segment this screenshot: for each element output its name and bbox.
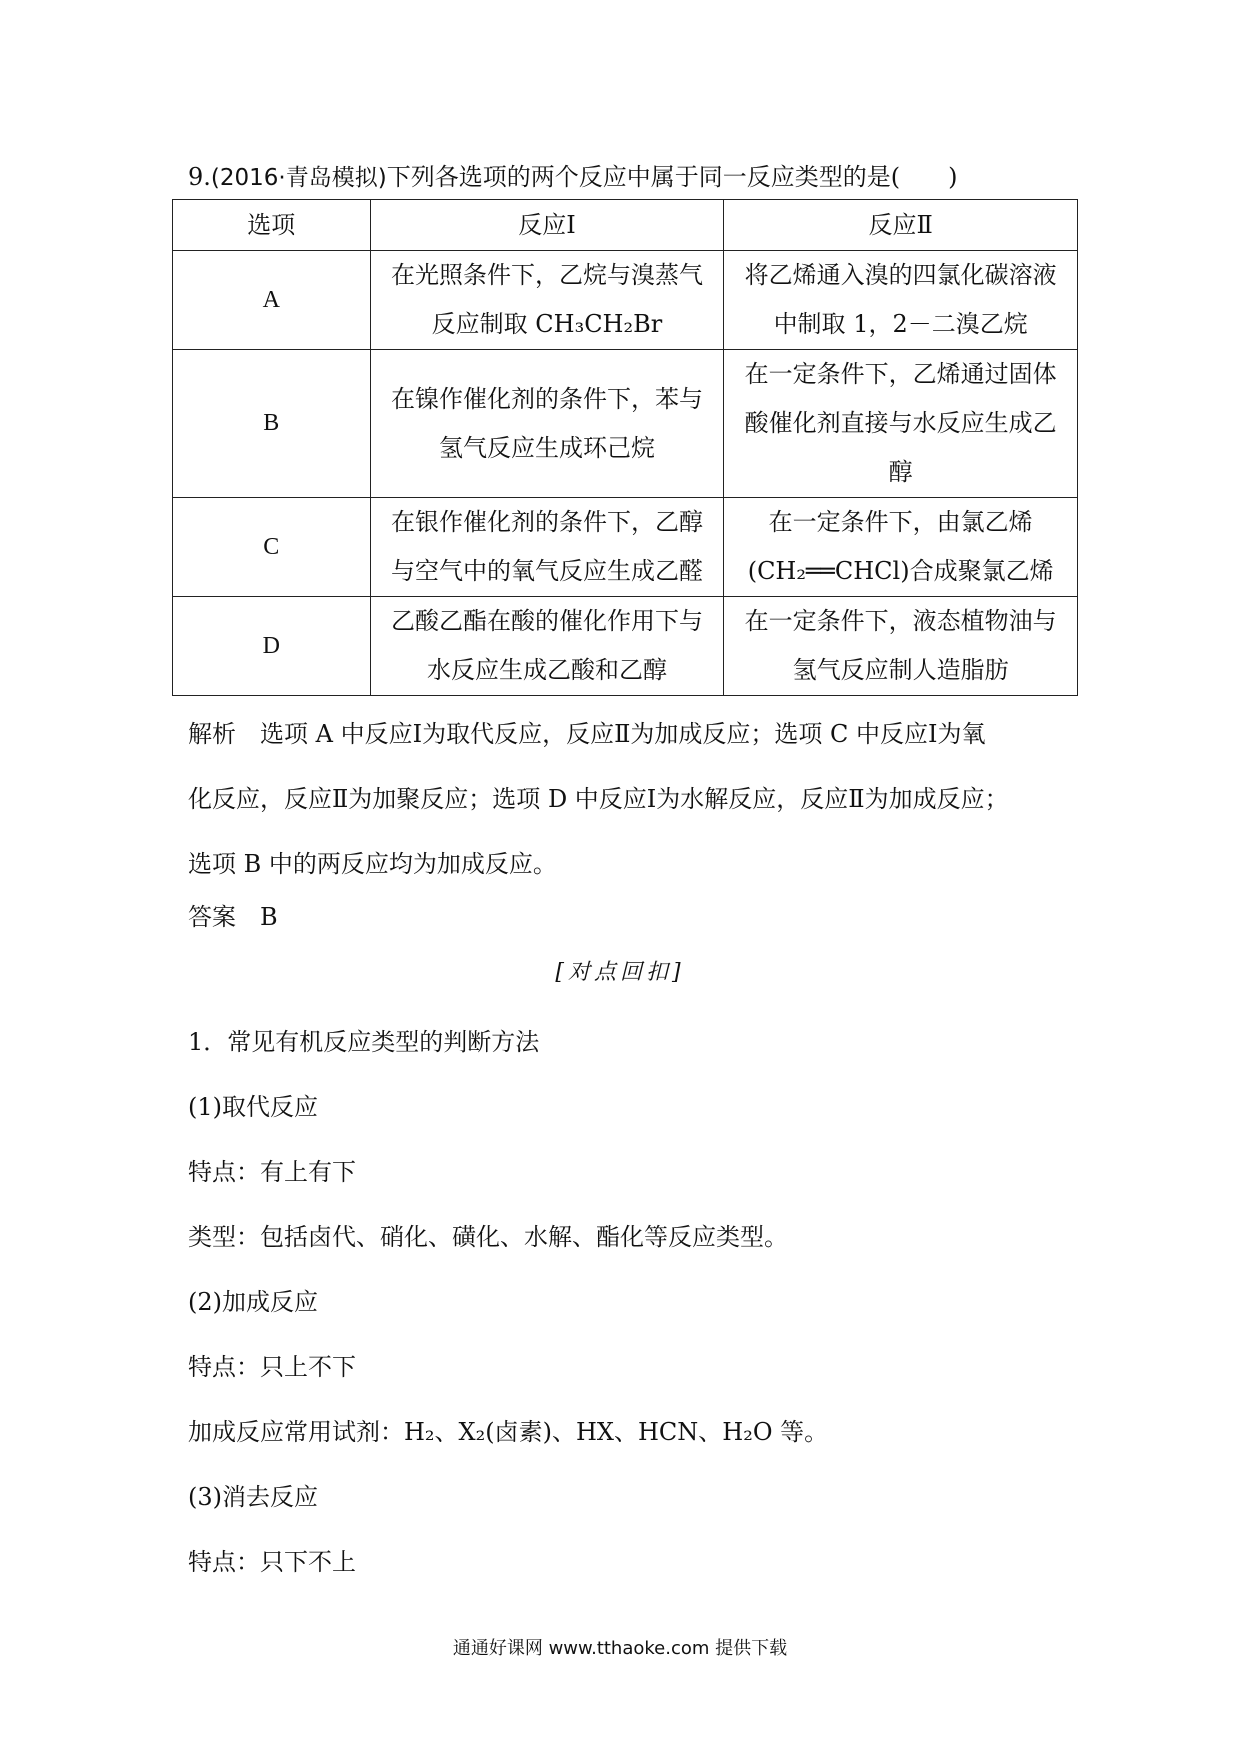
analysis-line: 选项 B 中的两反应均为加成反应。: [188, 850, 557, 878]
row-label: A: [173, 251, 371, 350]
analysis-paragraph: [188, 702, 1009, 897]
table-row: [173, 350, 1078, 498]
reaction-2-cell: 在一定条件下，液态植物油与 氢气反应制人造脂肪: [724, 597, 1078, 696]
notes-subheading: (2)加成反应: [188, 1288, 318, 1316]
header-option: 选项: [173, 200, 371, 251]
review-notes: [188, 1010, 828, 1595]
question-stem: [188, 160, 957, 195]
table-header-row: [173, 200, 1078, 251]
table-row: [173, 251, 1078, 350]
answer-line: 答案 B: [188, 903, 278, 931]
analysis-line: 化反应，反应Ⅱ为加聚反应；选项 D 中反应Ⅰ为水解反应，反应Ⅱ为加成反应；: [188, 785, 1009, 813]
notes-line: 特点：只上不下: [188, 1353, 356, 1381]
reaction-2-cell: 在一定条件下，由氯乙烯 (CH₂══CHCl)合成聚氯乙烯: [724, 498, 1078, 597]
table-row: [173, 498, 1078, 597]
reaction-2-cell: 将乙烯通入溴的四氯化碳溶液 中制取 1，2－二溴乙烷: [724, 251, 1078, 350]
analysis-line: 解析 选项 A 中反应Ⅰ为取代反应，反应Ⅱ为加成反应；选项 C 中反应Ⅰ为氧: [188, 720, 986, 748]
notes-line: 类型：包括卤代、硝化、磺化、水解、酯化等反应类型。: [188, 1223, 788, 1251]
section-tag: [对点回扣]: [555, 960, 685, 985]
reaction-1-cell: 在镍作催化剂的条件下，苯与 氢气反应生成环己烷: [370, 350, 724, 498]
notes-subheading: (3)消去反应: [188, 1483, 318, 1511]
options-table: [172, 199, 1078, 696]
reaction-1-cell: 乙酸乙酯在酸的催化作用下与 水反应生成乙酸和乙醇: [370, 597, 724, 696]
header-reaction-1: 反应Ⅰ: [370, 200, 724, 251]
row-label: D: [173, 597, 371, 696]
table-row: [173, 597, 1078, 696]
question-number: 9.: [188, 163, 211, 191]
header-reaction-2: 反应Ⅱ: [724, 200, 1078, 251]
notes-heading: 1．常见有机反应类型的判断方法: [188, 1028, 540, 1056]
notes-line: 加成反应常用试剂：H₂、X₂(卤素)、HX、HCN、H₂O 等。: [188, 1418, 829, 1446]
row-label: B: [173, 350, 371, 498]
page-footer: 通通好课网 www.tthaoke.com 提供下载: [452, 1638, 788, 1659]
notes-line: 特点：有上有下: [188, 1158, 356, 1186]
notes-line: 特点：只下不上: [188, 1548, 356, 1576]
reaction-1-cell: 在光照条件下，乙烷与溴蒸气 反应制取 CH₃CH₂Br: [370, 251, 724, 350]
reaction-1-cell: 在银作催化剂的条件下，乙醇 与空气中的氧气反应生成乙醛: [370, 498, 724, 597]
row-label: C: [173, 498, 371, 597]
reaction-2-cell: 在一定条件下，乙烯通过固体 酸催化剂直接与水反应生成乙 醇: [724, 350, 1078, 498]
question-source: (2016·青岛模拟): [210, 165, 387, 191]
question-text: 下列各选项的两个反应中属于同一反应类型的是( ): [386, 163, 958, 191]
notes-subheading: (1)取代反应: [188, 1093, 318, 1121]
